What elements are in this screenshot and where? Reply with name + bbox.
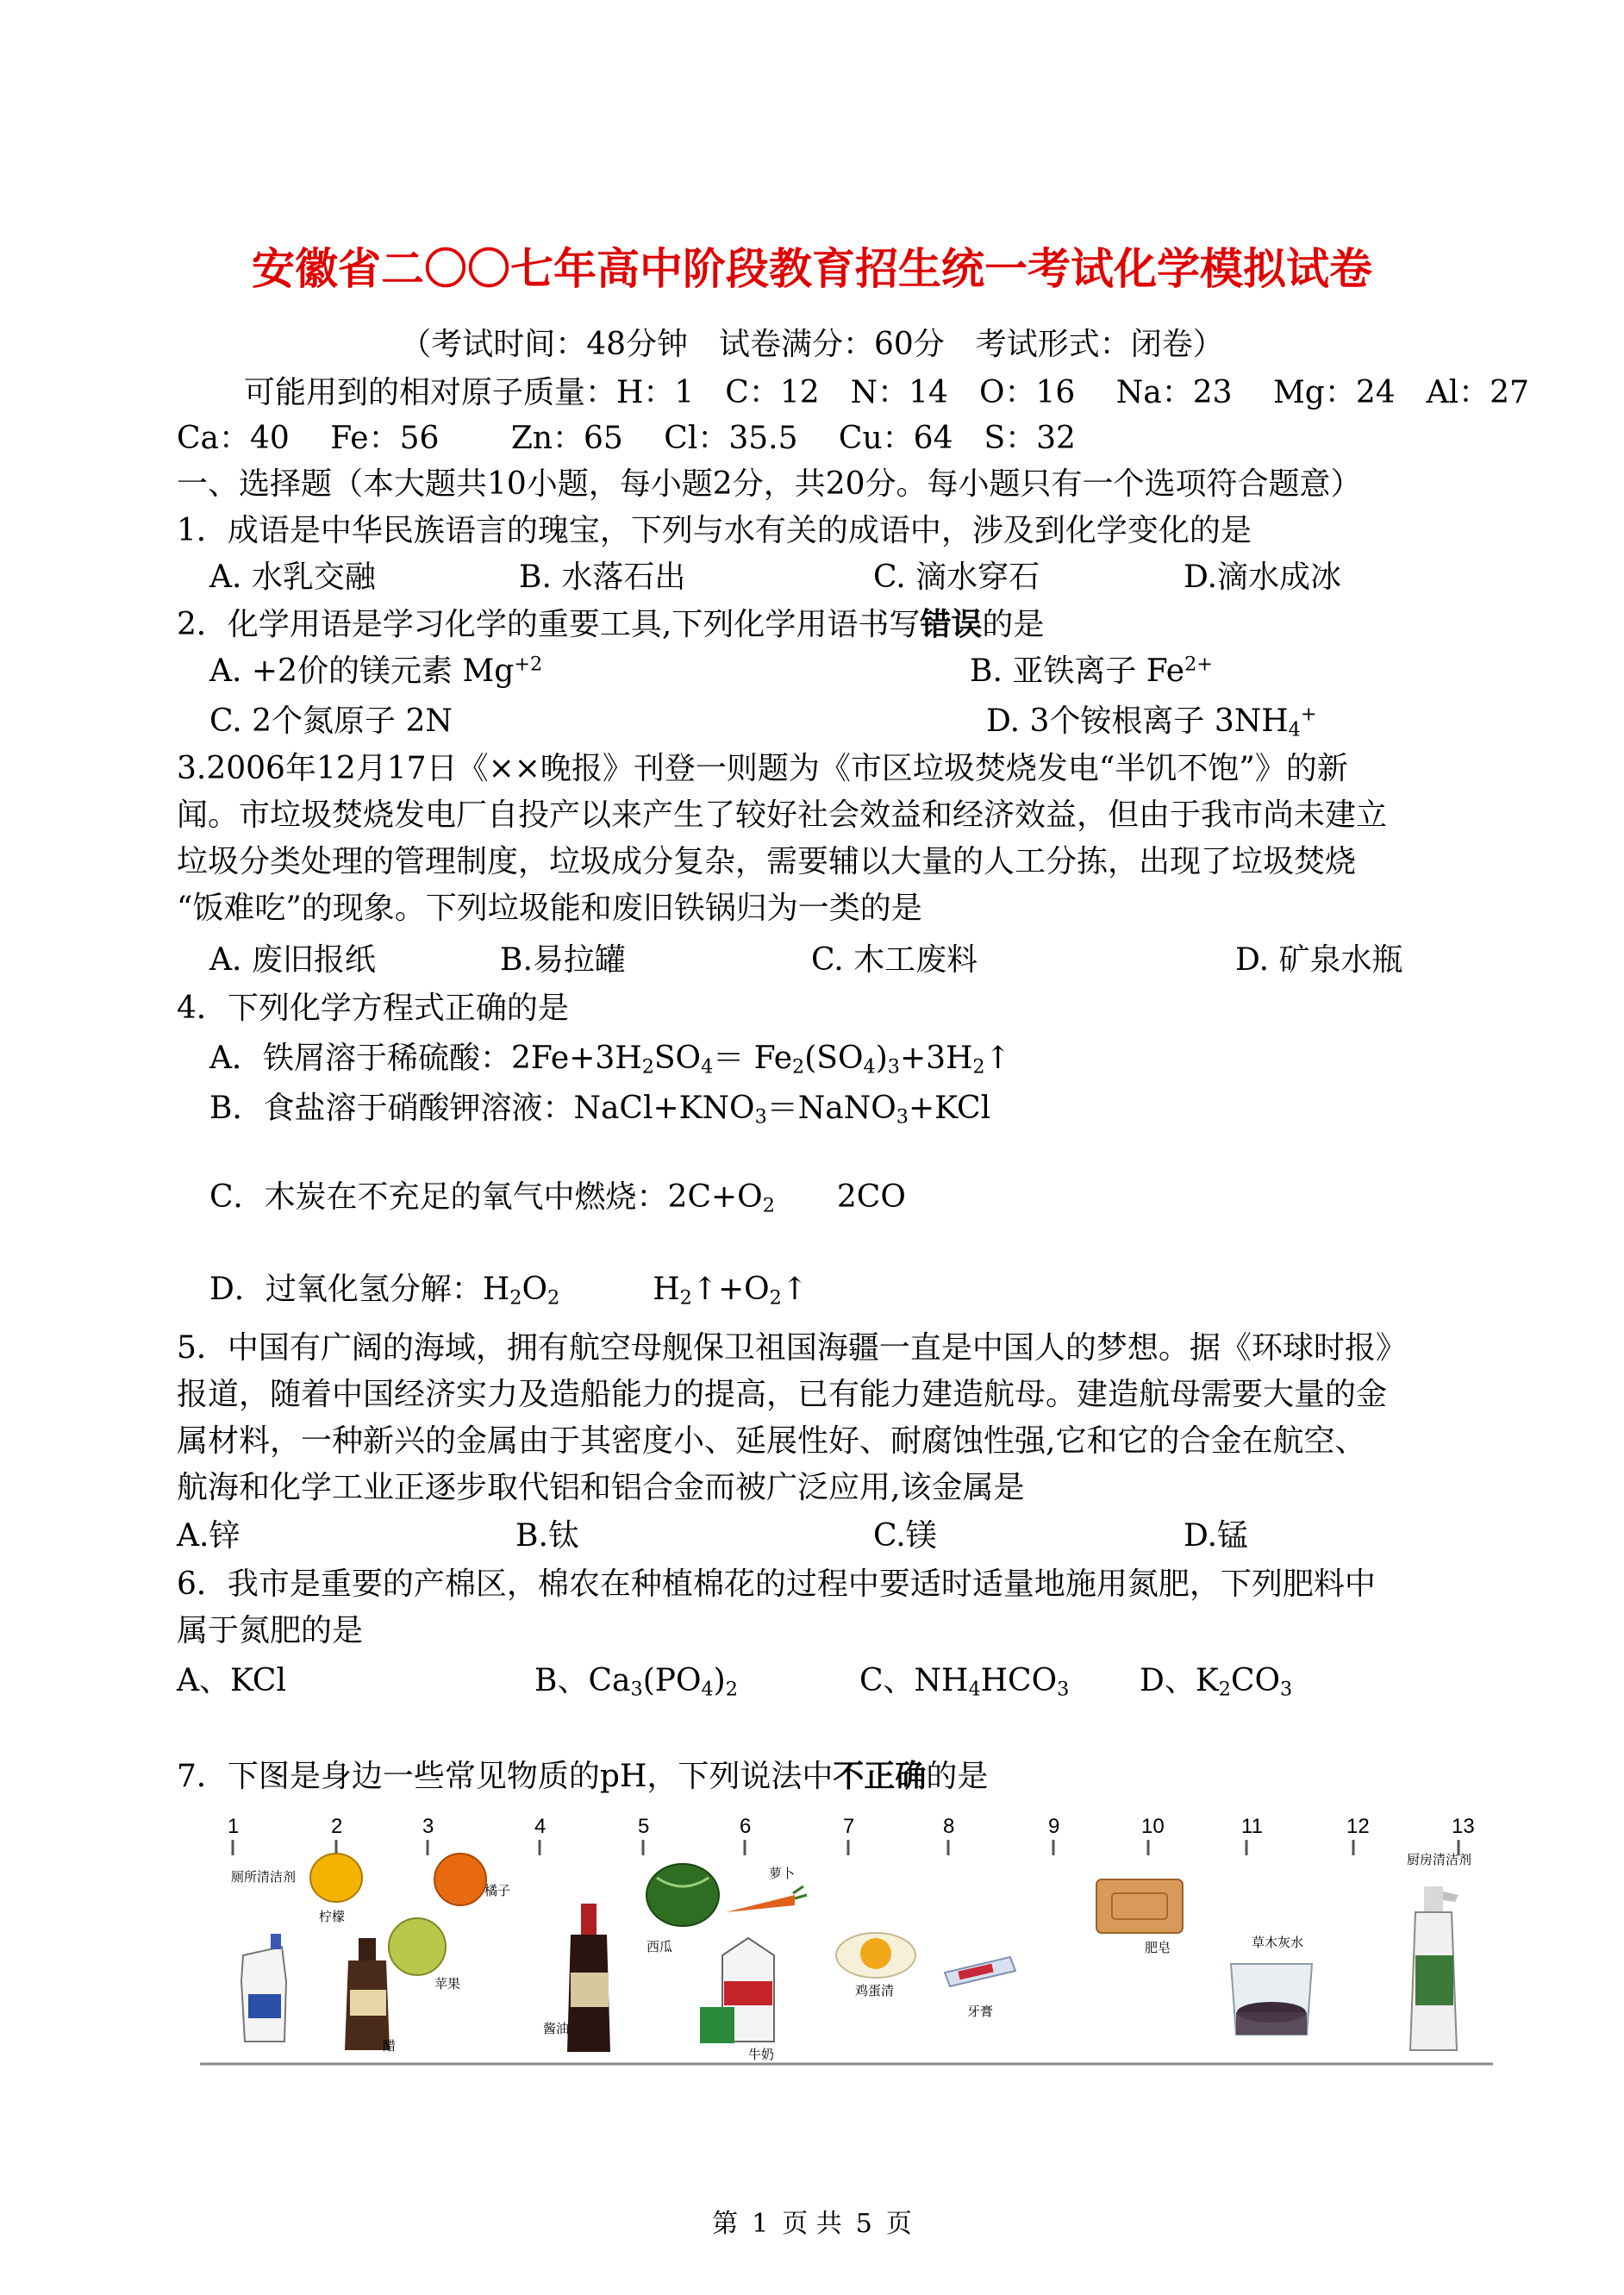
q6-option-b: B、$Ca_3(PO_4)_2$ xyxy=(534,1663,738,1701)
q6-option-a: A、KCl xyxy=(177,1663,286,1698)
ph-label-orange: 橘子 xyxy=(484,1884,511,1898)
page-footer: 第 1 页 共 5 页 xyxy=(712,2209,912,2239)
ph-tick-13: 13 xyxy=(1452,1815,1475,1838)
q1-option-a: A. 水乳交融 xyxy=(209,560,376,595)
q2-stem xyxy=(177,603,1044,646)
q4-option-c: C．木炭在不充足的氧气中燃烧：$2C+O_2$ 2CO xyxy=(209,1179,906,1217)
q6-line-1: 6．我市是重要的产棉区，棉农在种植棉花的过程中要适时适量地施用氮肥，下列肥料中 xyxy=(177,1566,1376,1602)
ph-tick-12: 12 xyxy=(1346,1815,1370,1838)
exam-info: （考试时间：48分钟 试卷满分：60分 考试形式：闭卷） xyxy=(400,327,1224,362)
ph-tick-3: 3 xyxy=(422,1815,434,1838)
watermelon-icon xyxy=(646,1864,719,1926)
q5-option-b: B.钛 xyxy=(515,1518,579,1554)
ph-label-toothpaste: 牙膏 xyxy=(967,2004,994,2019)
ph-tick-9: 9 xyxy=(1048,1815,1060,1838)
q3-option-d: D. 矿泉水瓶 xyxy=(1235,942,1403,978)
ph-label-apple: 苹果 xyxy=(434,1977,461,1992)
ph-scale-figure xyxy=(200,1809,1493,2067)
section1-header: 一、选择题（本大题共10小题，每小题2分，共20分。每小题只有一个选项符合题意） xyxy=(177,466,1362,502)
ph-tick-10: 10 xyxy=(1141,1815,1165,1838)
q7-stem: 7．下图是身边一些常见物质的pH，下列说法中不正确的是 xyxy=(177,1758,989,1794)
ph-tick-1: 1 xyxy=(228,1815,240,1838)
q4-stem: 4．下列化学方程式正确的是 xyxy=(177,991,569,1026)
ph-label-plant-ash-water: 草木灰水 xyxy=(1252,1935,1304,1950)
ph-label-soap: 肥皂 xyxy=(1145,1941,1171,1955)
q5-option-d: D.锰 xyxy=(1184,1518,1249,1554)
ph-label-egg-white: 鸡蛋清 xyxy=(855,1984,895,1998)
q4-option-b: B．食盐溶于硝酸钾溶液：$NaCl+KNO_3=NaNO_3+KCl$ xyxy=(209,1091,991,1129)
orange-icon xyxy=(434,1854,486,1905)
q5-option-a: A.锌 xyxy=(177,1518,240,1554)
page-total: 5 xyxy=(855,2209,872,2239)
q6-line-2: 属于氮肥的是 xyxy=(177,1613,364,1648)
ph-label-soy-sauce: 酱油 xyxy=(543,2022,570,2036)
egg-white-icon xyxy=(836,1933,915,1978)
ph-label-toilet-cleaner: 厕所清洁剂 xyxy=(231,1870,297,1885)
q5-line-1: 5．中国有广阔的海域，拥有航空母舰保卫祖国海疆一直是中国人的梦想。据《环球时报》 xyxy=(177,1330,1407,1366)
q5-line-3: 属材料，一种新兴的金属由于其密度小、延展性好、耐腐蚀性强,它和它的合金在航空、 xyxy=(177,1423,1366,1459)
ph-tick-11: 11 xyxy=(1241,1815,1263,1838)
q1-option-b: B. 水落石出 xyxy=(519,560,686,595)
q5-option-c: C.镁 xyxy=(873,1518,937,1554)
q5-line-2: 报道，随着中国经济实力及造船能力的提高，已有能力建造航母。建造航母需要大量的金 xyxy=(177,1377,1388,1412)
lemon-icon xyxy=(310,1854,362,1902)
q4-option-d: D．过氧化氢分解：$H_2O_2$ $H_2↑+O_2↑$ xyxy=(209,1272,809,1310)
q3-line-4: “饭难吃”的现象。下列垃圾能和废旧铁锅归为一类的是 xyxy=(177,891,922,926)
q3-option-b: B.易拉罐 xyxy=(500,942,626,978)
q2-option-b: B. 亚铁离子 $Fe^{2+}$ xyxy=(970,653,1214,689)
q2-option-d: D. 3个铵根离子 $3NH_4^+$ xyxy=(986,703,1317,741)
q2-option-c: C. 2个氮原子 2N xyxy=(209,704,453,739)
q2-stem-after: 的是 xyxy=(982,607,1045,642)
ph-label-kitchen-cleaner: 厨房清洁剂 xyxy=(1407,1853,1472,1867)
ph-tick-8: 8 xyxy=(943,1815,955,1838)
page-number: 1 xyxy=(752,2209,769,2239)
ph-label-radish: 萝卜 xyxy=(769,1867,796,1881)
apple-icon xyxy=(389,1918,446,1975)
q2-stem-emphasis: 错误 xyxy=(920,606,983,642)
ph-tick-5: 5 xyxy=(638,1815,650,1838)
ph-tick-7: 7 xyxy=(843,1815,855,1838)
ph-tick-4: 4 xyxy=(534,1815,547,1838)
q5-line-4: 航海和化学工业正逐步取代铝和铝合金而被广泛应用,该金属是 xyxy=(177,1470,1025,1505)
q6-option-c: C、$NH_4HCO_3$ xyxy=(859,1663,1070,1701)
atomic-mass-line-1: 可能用到的相对原子质量：H：1 C：12 N：14 O：16 Na：23 Mg：24 Al：27 xyxy=(244,375,1529,410)
plant-ash-water-beaker-icon xyxy=(1231,1964,1312,2035)
exam-title: 安徽省二〇〇七年高中阶段教育招生统一考试化学模拟试卷 xyxy=(252,243,1372,294)
q3-line-1: 3.2006年12月17日《××晚报》刊登一则题为《市区垃圾焚烧发电“半饥不饱”》的新 xyxy=(177,751,1348,786)
q1-option-d: D.滴水成冰 xyxy=(1184,560,1342,595)
ph-label-milk: 牛奶 xyxy=(748,2048,775,2062)
q2-option-a: A. +2价的镁元素 $Mg^{+2}$ xyxy=(209,653,543,689)
ph-label-lemon: 柠檬 xyxy=(319,1910,346,1924)
atomic-mass-line-2: Ca：40 Fe：56 Zn：65 Cl：35.5 Cu：64 S：32 xyxy=(177,421,1076,456)
ph-tick-2: 2 xyxy=(331,1815,343,1838)
q1-option-c: C. 滴水穿石 xyxy=(873,560,1040,595)
q6-option-d: D、$K_2CO_3$ xyxy=(1140,1663,1293,1701)
ph-tick-6: 6 xyxy=(740,1815,752,1838)
q3-line-3: 垃圾分类处理的管理制度，垃圾成分复杂，需要辅以大量的人工分拣，出现了垃圾焚烧 xyxy=(177,844,1357,879)
q2-stem-before: 2．化学用语是学习化学的重要工具,下列化学用语书写 xyxy=(177,607,921,642)
q3-line-2: 闻。市垃圾焚烧发电厂自投产以来产生了较好社会效益和经济效益，但由于我市尚未建立 xyxy=(177,797,1388,833)
ph-label-watermelon: 西瓜 xyxy=(646,1940,673,1954)
q4-option-a: A．铁屑溶于稀硫酸：$2Fe+3H_2SO_4=$ $Fe_2(SO_4)_3+3H_2↑$ xyxy=(209,1041,1011,1079)
ph-label-vinegar: 醋 xyxy=(383,2039,397,2054)
q3-option-a: A. 废旧报纸 xyxy=(209,942,376,978)
q7-stem-emphasis: 不正确 xyxy=(833,1758,927,1794)
soap-icon xyxy=(1096,1879,1183,1933)
q3-option-c: C. 木工废料 xyxy=(811,942,978,978)
q1-stem: 1．成语是中华民族语言的瑰宝，下列与水有关的成语中，涉及到化学变化的是 xyxy=(177,513,1252,548)
